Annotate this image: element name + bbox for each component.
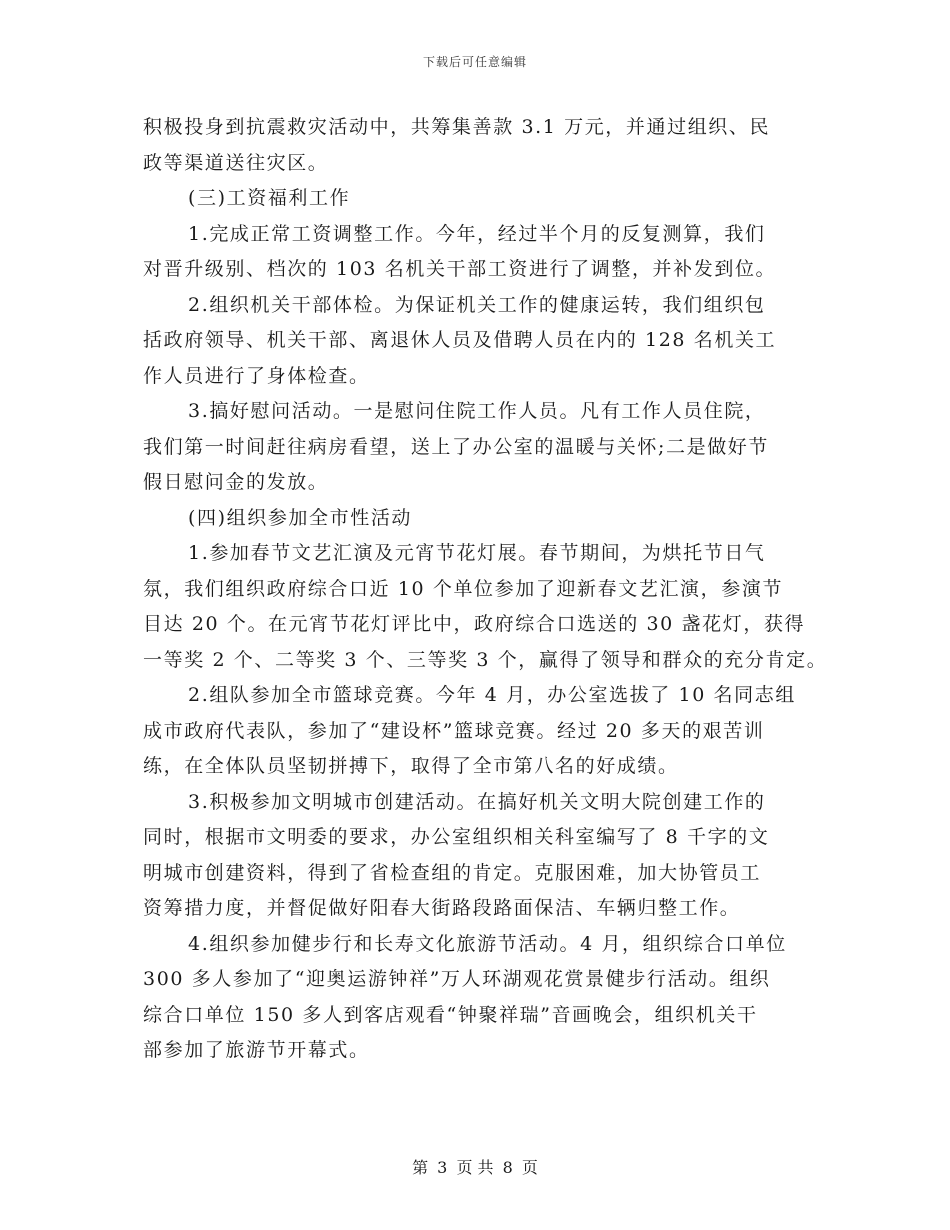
- document-body: [143, 110, 828, 1069]
- footer-suffix: 页: [521, 1158, 538, 1177]
- text-line: 3.搞好慰问活动。一是慰问住院工作人员。凡有工作人员住院，: [188, 400, 766, 422]
- text-line: 部参加了旅游节开幕式。: [143, 1039, 370, 1061]
- footer-prefix: 第: [412, 1158, 429, 1177]
- text-line: 成市政府代表队，参加了“建设杯”篮球竞赛。经过 20 多天的艰苦训: [143, 719, 765, 742]
- text-line: 同时，根据市文明委的要求，办公室组织相关科室编写了 8 千字的文: [143, 826, 770, 848]
- footer-total-pages: 8: [502, 1158, 513, 1177]
- page-footer: [0, 1155, 950, 1178]
- text-line: 2.组织机关干部体检。为保证机关工作的健康运转，我们组织包: [188, 293, 766, 316]
- text-line: 作人员进行了身体检查。: [143, 364, 370, 387]
- text-line: 对晋升级别、档次的 103 名机关干部工资进行了调整，并补发到位。: [143, 258, 777, 280]
- footer-page-number: 3: [437, 1158, 448, 1177]
- text-line: (四)组织参加全市性活动: [188, 506, 413, 529]
- text-line: 1.完成正常工资调整工作。今年，经过半个月的反复测算，我们: [188, 222, 766, 245]
- text-line: 综合口单位 150 多人到客店观看“钟聚祥瑞”音画晚会，组织机关干: [143, 1003, 758, 1026]
- text-line: 300 多人参加了“迎奥运游钟祥”万人环湖观花赏景健步行活动。组织: [143, 968, 771, 990]
- text-line: 我们第一时间赶往病房看望，送上了办公室的温暖与关怀;二是做好节: [143, 435, 770, 458]
- text-line: 明城市创建资料，得到了省检查组的肯定。克服困难，加大协管员工: [143, 861, 762, 884]
- text-line: 目达 20 个。在元宵节花灯评比中，政府综合口选送的 30 盏花灯，获得: [143, 613, 806, 635]
- text-line: 资筹措力度，并督促做好阳春大街路段路面保洁、车辆归整工作。: [143, 897, 741, 919]
- text-line: 积极投身到抗震救灾活动中，共筹集善款 3.1 万元，并通过组织、民: [143, 116, 771, 138]
- footer-mid: 页 共: [456, 1158, 494, 1177]
- text-line: 假日慰问金的发放。: [143, 471, 329, 493]
- text-line: 3.积极参加文明城市创建活动。在搞好机关文明大院创建工作的: [188, 790, 766, 813]
- text-line: 4.组织参加健步行和长寿文化旅游节活动。4 月，组织综合口单位: [188, 932, 787, 955]
- text-line: (三)工资福利工作: [188, 187, 351, 209]
- page-header: 下载后可任意编辑: [422, 55, 527, 69]
- text-line: 2.组队参加全市篮球竞赛。今年 4 月，办公室选拔了 10 名同志组: [188, 684, 796, 706]
- text-line: 括政府领导、机关干部、离退休人员及借聘人员在内的 128 名机关工: [143, 329, 777, 351]
- text-line: 一等奖 2 个、二等奖 3 个、三等奖 3 个，赢得了领导和群众的充分肯定。: [143, 648, 828, 671]
- text-line: 政等渠道送往灾区。: [143, 151, 329, 174]
- text-line: 1.参加春节文艺汇演及元宵节花灯展。春节期间，为烘托节日气: [188, 542, 766, 564]
- text-line: 氛，我们组织政府综合口近 10 个单位参加了迎新春文艺汇演，参演节: [143, 577, 784, 600]
- text-line: 练，在全体队员坚韧拼搏下，取得了全市第八名的好成绩。: [143, 755, 679, 777]
